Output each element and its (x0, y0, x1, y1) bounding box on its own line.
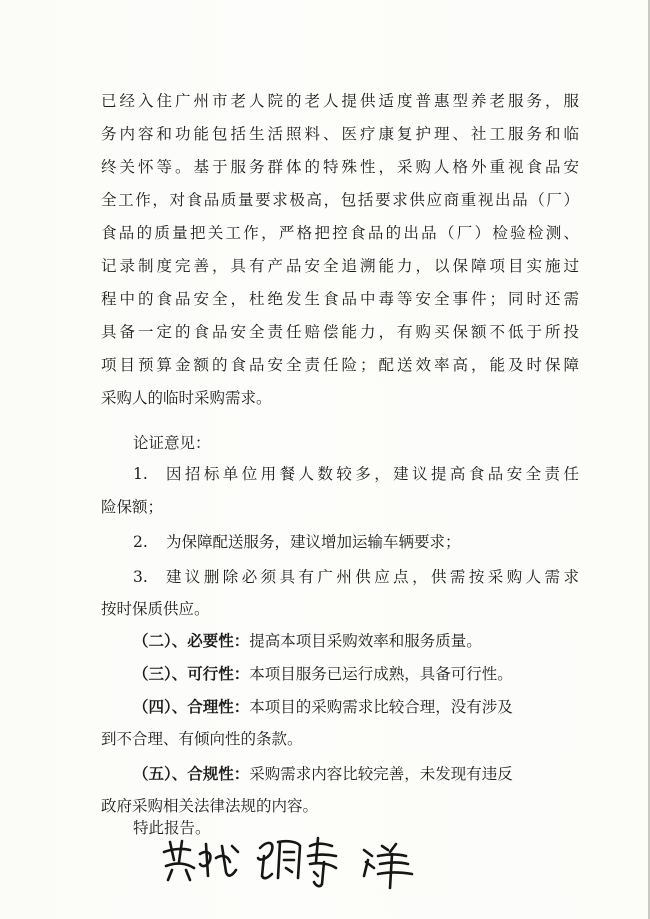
section-compliance-continuation: 政府采购相关法律法规的内容。 (101, 797, 319, 815)
body-line: 具备一定的食品安全责任赔偿能力，有购买保额不低于所投 (101, 323, 579, 341)
section-label: （四）、合理性： (133, 697, 250, 716)
body-line: 采购人的临时采购需求。 (101, 389, 272, 407)
section-text: 本项目服务已运行成熟，具备可行性。 (249, 665, 513, 683)
closing-text: 特此报告。 (133, 819, 211, 837)
background-paragraph (101, 85, 579, 415)
section-label: （三）、可行性： (133, 664, 250, 683)
body-line: 全工作，对食品质量要求极高，包括要求供应商重视出品（厂） (101, 191, 579, 209)
section-text: 本项目的采购需求比较合理，没有涉及 (249, 698, 513, 716)
opinion-item-1-continuation: 险保额； (101, 498, 164, 516)
opinion-item-3-text: 建议删除必须具有广州供应点，供需按采购人需求 (166, 568, 579, 586)
handwritten-signatures (160, 832, 430, 892)
section-text: 采购需求内容比较完善，未发现有违反 (249, 765, 513, 783)
section-rationality-continuation: 到不合理、有倾向性的条款。 (101, 730, 303, 748)
section-feasibility (133, 659, 513, 689)
section-label: （二）、必要性： (133, 631, 250, 650)
section-necessity (133, 626, 482, 656)
opinion-item-3-continuation: 按时保质供应。 (101, 600, 210, 618)
opinion-item-1-text: 因招标单位用餐人数较多，建议提高食品安全责任 (166, 465, 579, 483)
section-rationality (133, 692, 579, 722)
section-compliance (133, 759, 579, 789)
body-line: 食品的质量把关工作，严格把控食品的出品（厂）检验检测、 (101, 224, 579, 242)
section-text: 提高本项目采购效率和服务质量。 (249, 632, 482, 650)
opinion-item-1-number: 1. (133, 465, 148, 483)
signature-1 (164, 841, 238, 880)
opinion-item-2-number: 2. (133, 533, 148, 551)
body-line: 程中的食品安全，杜绝发生食品中毒等安全事件；同时还需 (101, 290, 579, 308)
section-label: （五）、合规性： (133, 764, 250, 783)
signature-3 (364, 844, 412, 888)
body-line: 记录制度完善，具有产品安全追溯能力，以保障项目实施过 (101, 257, 579, 275)
signature-2 (258, 838, 336, 886)
body-line: 已经入住广州市老人院的老人提供适度普惠型养老服务，服 (101, 92, 579, 110)
opinion-item-3-number: 3. (133, 568, 148, 586)
body-line: 项目预算金额的食品安全责任险；配送效率高，能及时保障 (101, 356, 579, 374)
body-line: 终关怀等。基于服务群体的特殊性，采购人格外重视食品安 (101, 158, 579, 176)
body-line: 务内容和功能包括生活照料、医疗康复护理、社工服务和临 (101, 125, 579, 143)
opinion-heading: 论证意见： (133, 434, 211, 452)
opinion-item-2-text: 为保障配送服务，建议增加运输车辆要求； (166, 533, 461, 551)
